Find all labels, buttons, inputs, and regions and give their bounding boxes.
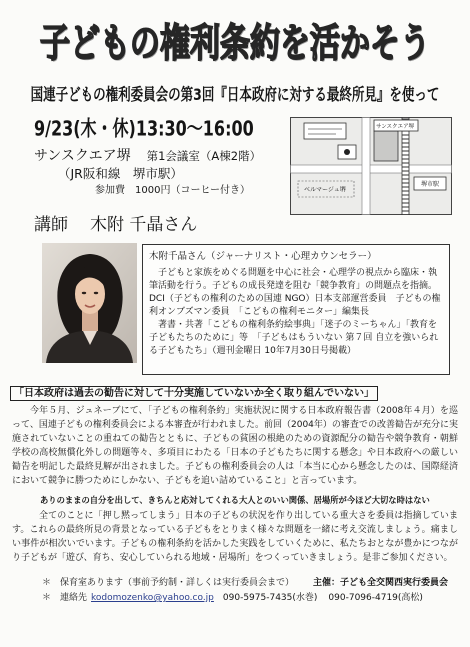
contact-phone: 090-5975-7435(水巻) — [222, 593, 318, 603]
footer-row-childcare — [10, 576, 448, 591]
venue-map — [290, 117, 452, 215]
footer-row-contact — [10, 591, 448, 606]
map-station-label: 堺市駅 — [421, 181, 440, 188]
flyer-title: 子どもの権利条約を活かそう — [40, 21, 430, 68]
lecturer-bio-box — [142, 244, 450, 375]
photo-eye — [94, 292, 98, 294]
section-heading: ありのままの自分を出して、きちんと応対してくれる大人とのいい関係、居場所が今ほど大切な時はない — [40, 495, 430, 505]
contact-phone: 090-7096-4719(高松) — [328, 593, 423, 603]
lecturer-line — [34, 213, 197, 237]
venue-room: 第1会議室（A棟2階） — [146, 149, 262, 163]
contact-label: 連絡先 — [60, 593, 88, 603]
map-landmark-label: ベルマージュ堺 — [304, 186, 346, 194]
map-venue-building — [374, 131, 398, 161]
participation-fee: 参加費 1000円（コーヒー付き） — [95, 185, 251, 196]
bio-paragraph: 子どもと家族をめぐる問題を中心に社会・心理学の視点から臨床・執筆活動を行う。子どもの成長発達を阻む「競争教育」の問題点を指摘。 — [149, 268, 438, 291]
photo-eye — [82, 292, 86, 294]
bio-heading: 木附千晶さん（ジャーナリスト・心理カウンセラー） — [149, 251, 377, 262]
asterisk-icon: ＊ — [42, 593, 52, 603]
map-graphic — [290, 117, 452, 215]
venue-name: サンスクエア堺 — [34, 148, 131, 164]
map-road-vertical — [362, 118, 370, 215]
lecturer-label: 講師 — [34, 215, 68, 235]
venue-row — [34, 147, 261, 165]
lecturer-photo — [42, 243, 137, 363]
lecturer-name: 木附 千晶さん — [90, 215, 198, 235]
event-date: 9/23(木・休)13:30～16:00 — [34, 116, 254, 141]
main-content — [10, 381, 460, 606]
map-railway — [402, 118, 409, 215]
section-heading-boxed: 「日本政府は過去の勧告に対して十分実施していないか全く取り組んでいない」 — [10, 386, 378, 401]
organizer: 主催：子ども全交関西実行委員会 — [312, 578, 448, 588]
map-building — [304, 123, 346, 139]
photo-neck — [82, 311, 98, 333]
section-body: 今年５月、ジュネーブにて、「子どもの権利条約」実施状況に関する日本政府報告書（2008年４月）を巡って、国連子どもの権利委員会による本審査が行われました。前回（2004年）の審査での改善勧告が充分に実施されていないことの重ねての勧告とともに、子どもの貧困の根絶のための資源配分の勧告や競争教育・朝鮮学校の高校無償化外しの問題等々、多項目にわたる「日本の子どもたちに関する懸念」や日本政府への厳しい勧告を明記した最終見解が出されました。子どもの権利委員会の人は「本当に心から懸念したのは、国際経済において競争に勝つためにしかない、子どもを追い詰めていること」と言っています。 — [12, 406, 458, 486]
map-venue-label: サンスクエア堺 — [376, 124, 414, 130]
footer — [10, 576, 460, 606]
lecturer-photo-graphic — [42, 243, 137, 363]
asterisk-icon: ＊ — [42, 578, 52, 588]
flyer-subtitle: 国連子どもの権利委員会の第3回『日本政府に対する最終所見』を使って — [30, 84, 440, 105]
map-road-horizontal — [291, 165, 452, 173]
contact-email-link[interactable]: kodomozenko@yahoo.co.jp — [91, 593, 214, 603]
bio-paragraph: DCI（子どもの権利のための国連 NGO）日本支部運営委員 子どもの権利オンブズマン委員 「こどもの権利モニター」編集長 — [149, 294, 441, 317]
bio-paragraph: 著書・共著「こどもの権利条約絵事典」「迷子のミーちゃん」「教育を子どもたちのために」等 「子どもはもういない 第７回 自立を強いられる子どもたち」（週刊金曜日 10年7月30日号掲載） — [149, 320, 439, 356]
venue-access: （JR阪和線 堺市駅） — [58, 166, 183, 181]
map-marker-icon — [344, 149, 350, 155]
childcare-note: 保育室あります（事前予約制・詳しくは実行委員会まで） — [60, 578, 295, 588]
section-body: 全てのことに「押し黙ってしまう」日本の子どもの状況を作り出している重大さを委員は指摘しています。これらの最終所見の背景となっている子どもをとりまく様々な問題を一緒に考え交流しましょう。痛ましい事件が相次いでいます。子どもの権利条約を活かした実践をしていくために、私たちおとなが豊かにつながり子どもが「遊び、育ち、安心していられる地域・居場所」をつくっていきましょう。是非ご参加ください。 — [12, 511, 458, 563]
